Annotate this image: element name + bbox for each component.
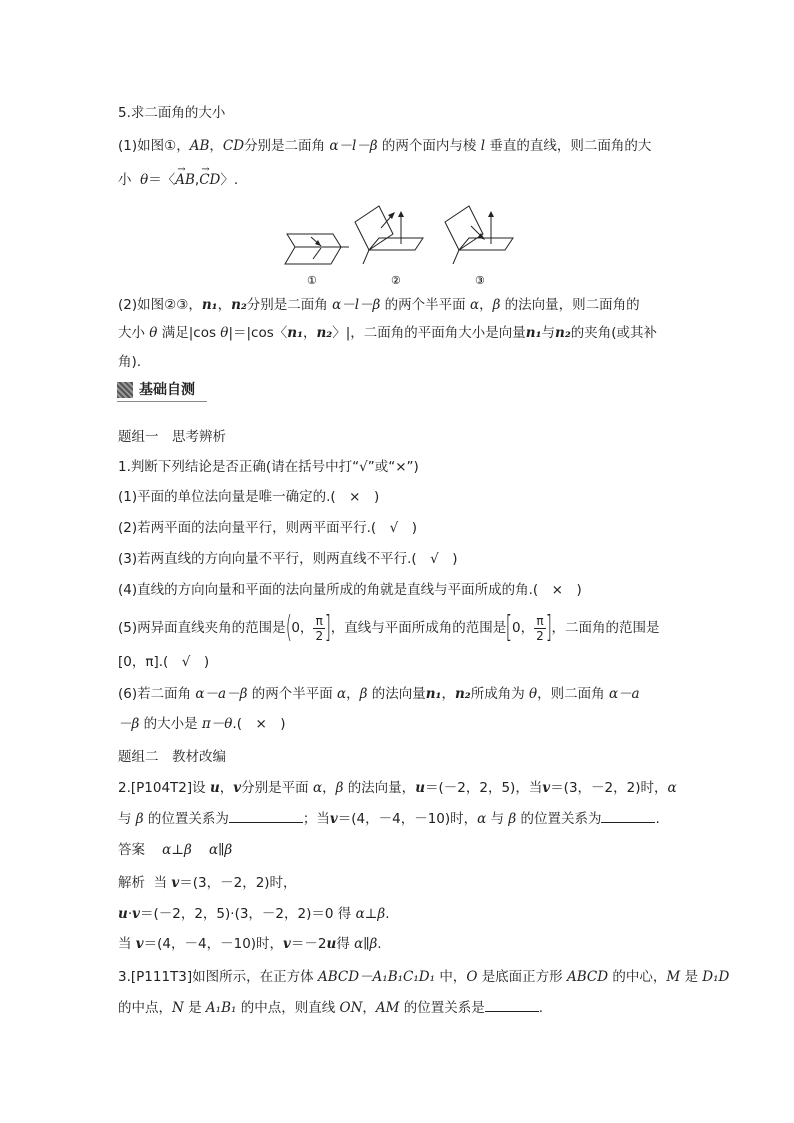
fraction-pi-over-2-second: $\frac{\pi}{2}$ <box>536 613 544 643</box>
answer-blank-2[interactable] <box>601 808 655 823</box>
question-1-stem: 1.判断下列结论是否正确(请在括号中打“√”或“×”) <box>118 459 419 475</box>
section-header-pattern-icon <box>117 382 133 398</box>
fig1-lower-plane <box>285 247 341 264</box>
figure-label-3: ③ <box>475 274 485 287</box>
section-header-basic-self-test <box>117 380 207 402</box>
group-1-title: 题组一 思考辨析 <box>118 429 226 445</box>
explanation-line-1: 解析 当 v＝(3，－2，2)时， <box>118 875 297 891</box>
fig3-arrow-n2 <box>488 211 494 217</box>
group-2-title: 题组二 教材改编 <box>118 749 226 765</box>
question-1-item-1: (1)平面的单位法向量是唯一确定的.( × ) <box>118 489 380 505</box>
fraction-pi-over-2: $\frac{\pi}{2}$ <box>315 613 324 643</box>
question-3-line-2: 的中点，N 是 A₁B₁ 的中点，则直线 ON，AM 的位置关系是 . <box>118 997 543 1018</box>
question-1-item-6-line-2: －β 的大小是 π－θ.( × ) <box>118 716 286 732</box>
answer-blank-3[interactable] <box>485 997 539 1012</box>
answer-line: 答案 α⊥β α∥β <box>118 842 233 858</box>
paragraph-2-line-1: (2)如图②③，n₁，n₂分别是二面角 α－l－β 的两个半平面 α，β 的法向量，则二面角的 <box>118 297 640 313</box>
fig2-arrow-n2 <box>398 211 404 217</box>
fig1-line-cd <box>313 248 321 259</box>
explanation-line-2: u·v＝(－2，2，5)·(3，－2，2)＝0 得 α⊥β. <box>118 906 390 922</box>
section-5-title: 5.求二面角的大小 <box>118 105 226 121</box>
figure-label-2: ② <box>391 274 401 287</box>
explanation-line-3: 当 v＝(4，－4，－10)时，v＝－2u得 α∥β. <box>118 936 382 952</box>
question-2-line-1: 2.[P104T2]设 u，v分别是平面 α，β 的法向量，u＝(－2，2，5)，当v＝(3，－2，2)时，α <box>118 780 677 796</box>
figure-label-1: ① <box>307 274 317 287</box>
question-1-item-6-line-1: (6)若二面角 α－a－β 的两个半平面 α，β 的法向量n₁，n₂所成角为 θ，则二面角 α－a <box>118 686 640 702</box>
answer-blank-1[interactable] <box>229 808 303 823</box>
question-1-item-5-line-2: [0，π].( √ ) <box>118 654 210 670</box>
paragraph-2-line-2: 大小 θ 满足|cos θ|＝|cos〈n₁，n₂〉|，二面角的平面角大小是向量n₁与n₂的夹角(或其补 <box>118 325 658 341</box>
section-header-rule <box>117 401 207 402</box>
paragraph-1-line-1: (1)如图①，AB，CD分别是二面角 α－l－β 的两个面内与棱 l 垂直的直线，则二面角的大 <box>118 138 652 154</box>
fig2-edge <box>363 250 369 264</box>
question-2-line-2: 与 β 的位置关系为 ；当v＝(4，－4，－10)时，α 与 β 的位置关系为 . <box>118 808 660 829</box>
fig3-edge <box>453 250 459 264</box>
paragraph-2-line-3: 角). <box>118 354 142 370</box>
fig1-upper-plane <box>287 234 341 247</box>
question-1-item-3: (3)若两直线的方向向量不平行，则两直线不平行.( √ ) <box>118 551 458 567</box>
question-1-item-2: (2)若两平面的法向量平行，则两平面平行.( √ ) <box>118 520 418 536</box>
dihedral-angle-figure <box>275 204 520 290</box>
question-3-line-1: 3.[P111T3]如图所示，在正方体 ABCD－A₁B₁C₁D₁ 中，O 是底面正方形 ABCD 的中心，M 是 D₁D <box>118 969 730 985</box>
question-1-item-4: (4)直线的方向向量和平面的法向量所成的角就是直线与平面所成的角.( × ) <box>118 582 582 598</box>
question-1-item-5-line-1: (5)两异面直线夹角的范围是(0， $\frac{\pi}{2}$ ]，直线与平面所成角的范围是[0， $\frac{\pi}{2}$ ]，二面角的范围是 <box>118 610 660 645</box>
paragraph-1-line-2: 小 θ＝〈→ AB,→ CD〉. <box>118 170 238 190</box>
section-header-title: 基础自测 <box>139 382 195 398</box>
